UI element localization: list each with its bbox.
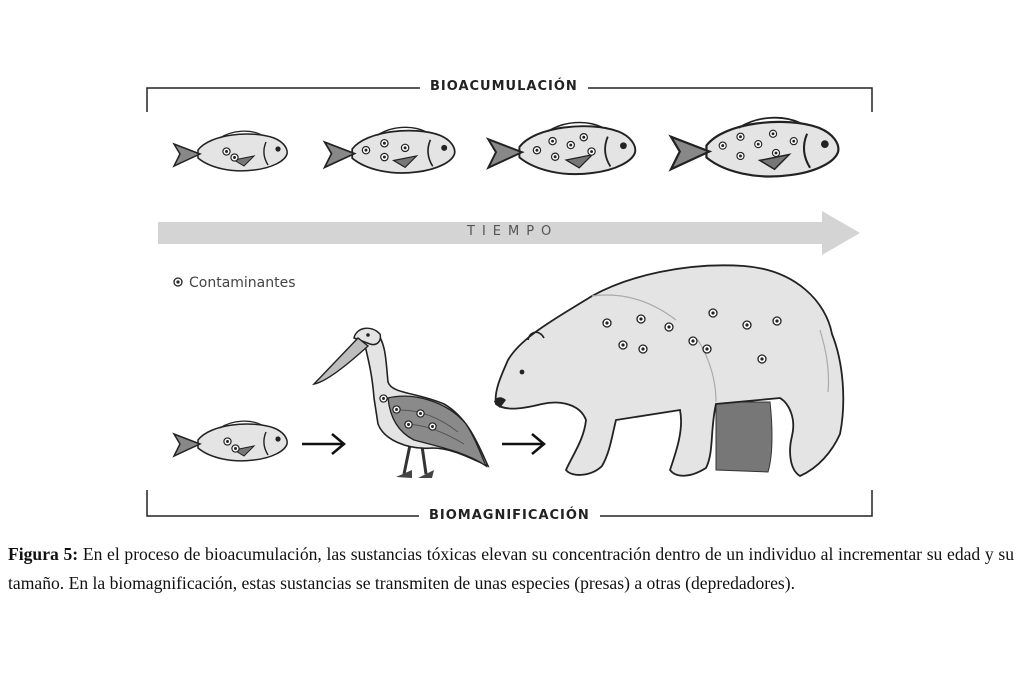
arrow-right-icon <box>502 434 544 454</box>
bioaccumulation-title: BIOACUMULACIÓN <box>420 79 588 94</box>
caption-label: Figura 5: <box>8 544 79 564</box>
pelican-icon <box>314 328 488 478</box>
time-arrow-label: TIEMPO <box>467 224 559 239</box>
fish-largest <box>671 118 838 177</box>
legend-label: Contaminantes <box>189 275 296 291</box>
fish-small <box>174 131 287 171</box>
contaminant-icon <box>174 278 182 286</box>
polar-bear-icon <box>494 265 843 476</box>
caption-text: En el proceso de bioacumulación, las sustancias tóxicas elevan su concentración dentro de un individuo al incrementar su edad y su tamaño. En la biomagnificación, estas sustancias se transmiten de unas especies (presas) a otras (depredadores). <box>8 544 1014 593</box>
arrow-right-icon <box>302 434 344 454</box>
fish-large <box>488 122 635 174</box>
biomagnification-title: BIOMAGNIFICACIÓN <box>419 508 600 523</box>
figure-caption <box>8 540 1014 598</box>
fish-medium <box>325 127 455 173</box>
fish-prey <box>174 421 287 461</box>
